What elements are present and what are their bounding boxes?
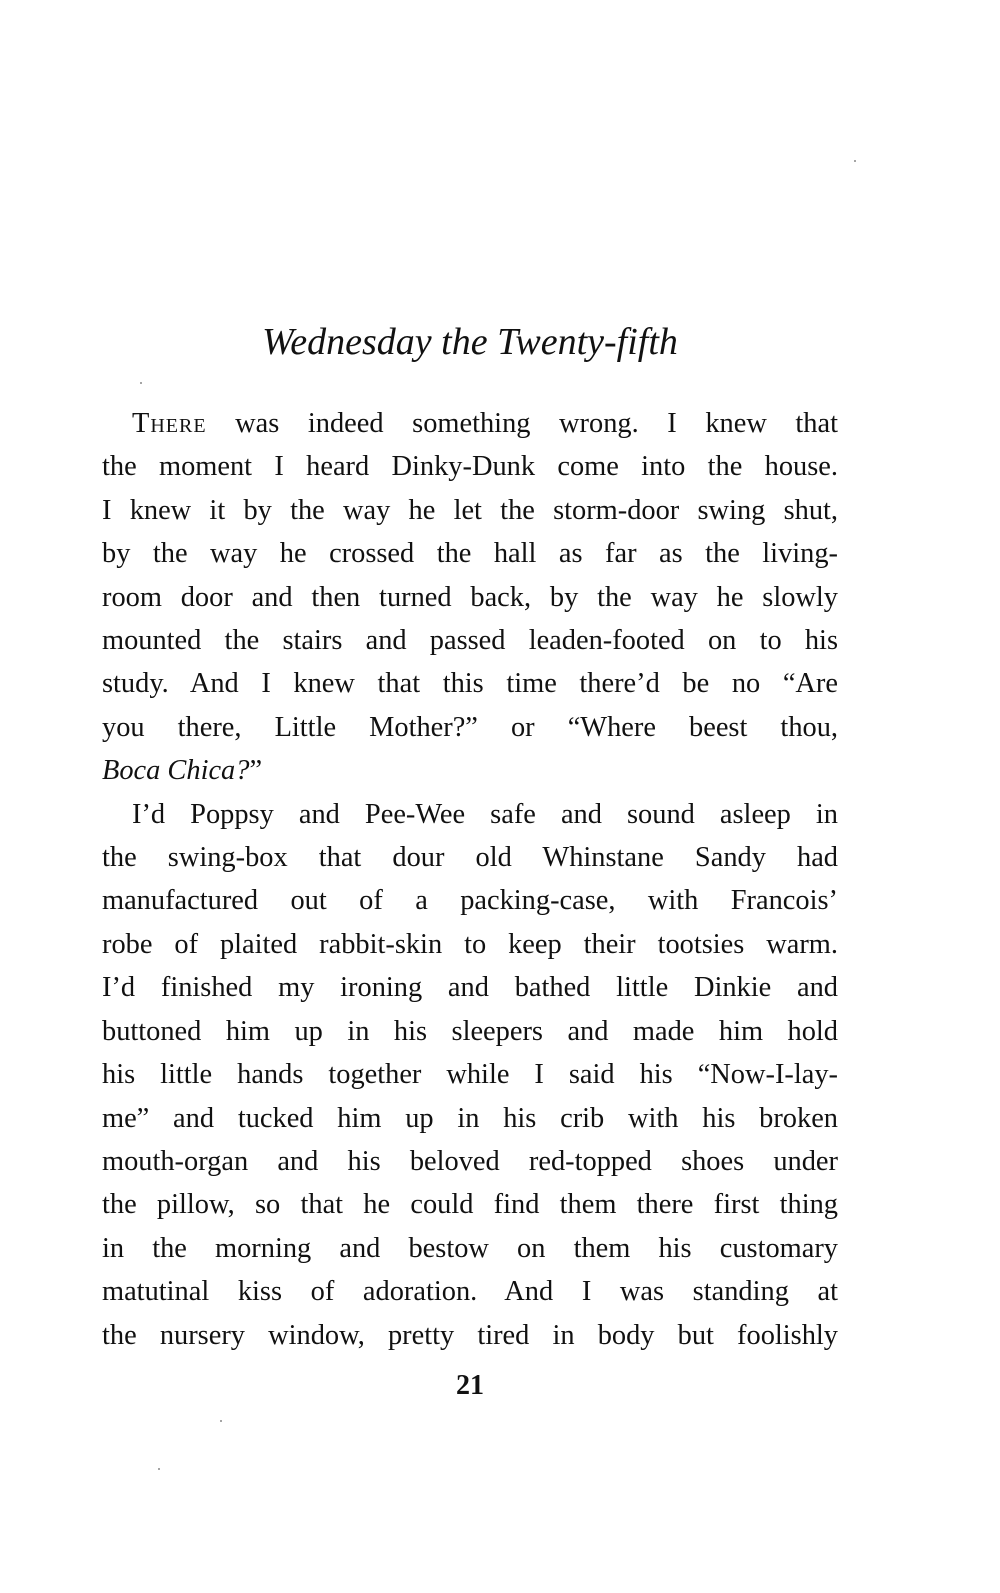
text-line: his little hands together while I said his “Now-I-lay- (102, 1059, 838, 1091)
text-line: you there, Little Mother?” or “Where beest thou, (102, 711, 838, 743)
text-line: study. And I knew that this time there’d be no “Are (102, 668, 838, 700)
text-line: There was indeed something wrong. I knew that (132, 408, 838, 439)
paper-speck (158, 1468, 160, 1470)
italic-phrase: Boca Chica? (102, 755, 250, 787)
text-line: room door and then turned back, by the way he slowly (102, 581, 838, 613)
paper-speck (854, 160, 856, 162)
text-line: mounted the stairs and passed leaden-footed on to his (102, 625, 838, 657)
text-line: in the morning and bestow on them his customary (102, 1232, 838, 1264)
text-line: I’d Poppsy and Pee-Wee safe and sound asleep in (132, 798, 838, 830)
paragraph-2 (102, 793, 838, 1357)
body-text (102, 402, 838, 1357)
text-line: I knew it by the way he let the storm-door swing shut, (102, 494, 838, 526)
text-line: robe of plaited rabbit-skin to keep their tootsies warm. (102, 928, 838, 960)
text-line: the pillow, so that he could find them there first thing (102, 1189, 838, 1221)
chapter-title: Wednesday the Twenty-fifth (262, 321, 678, 363)
text-line: manufactured out of a packing-case, with Francois’ (102, 885, 838, 917)
paper-speck (140, 382, 142, 384)
text-line: the moment I heard Dinky-Dunk come into the house. (102, 451, 838, 483)
text-line: the swing-box that dour old Whinstane Sandy had (102, 842, 838, 874)
paper-speck (220, 1420, 222, 1422)
text-line: by the way he crossed the hall as far as the living- (102, 538, 838, 570)
page-number: 21 (456, 1370, 484, 1401)
text-line: buttoned him up in his sleepers and made him hold (102, 1015, 838, 1047)
drop-lead-word: There (132, 408, 207, 439)
text-line: mouth-organ and his beloved red-topped shoes under (102, 1145, 838, 1177)
text-line: me” and tucked him up in his crib with his broken (102, 1102, 838, 1134)
text-line: the nursery window, pretty tired in body but foolishly (102, 1319, 838, 1351)
text-line: I’d finished my ironing and bathed little Dinkie and (102, 972, 838, 1004)
text-line: Boca Chica?” (102, 755, 263, 787)
text-line: matutinal kiss of adoration. And I was standing at (102, 1276, 838, 1308)
paragraph-1 (102, 402, 838, 793)
